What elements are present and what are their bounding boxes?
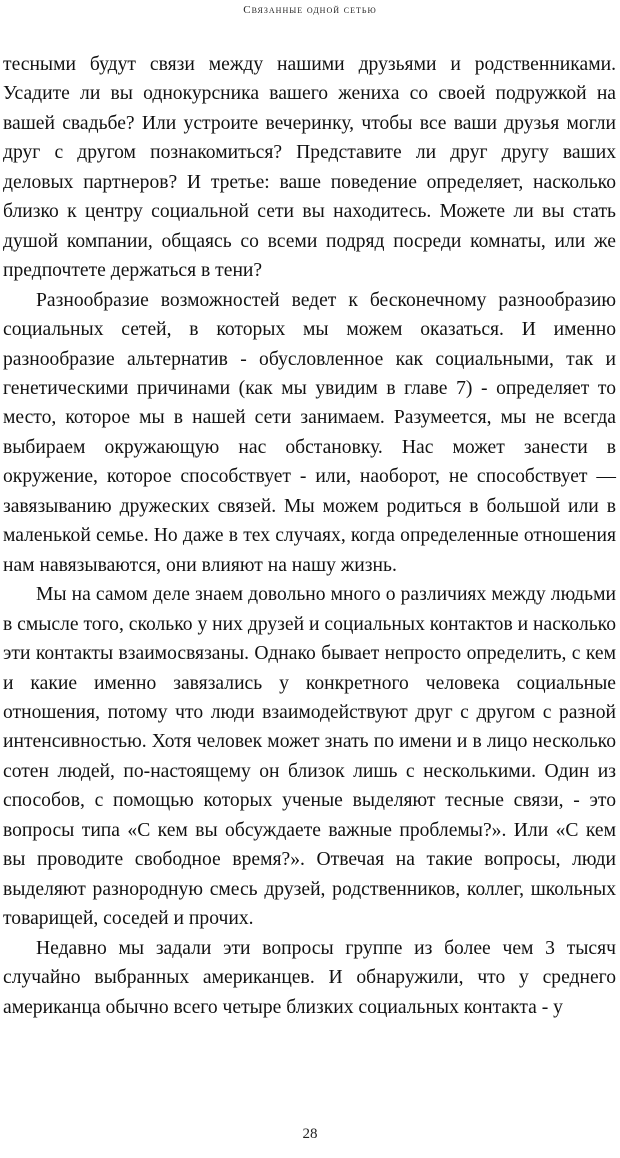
- paragraph: Мы на самом деле знаем довольно много о различиях между людьми в смысле того, сколько у них друзей и социальных контактов и насколько эти контакты взаимосвязаны. Однако бывает непросто определить, с кем и какие именно завязались у конкретного человека социальные отношения, потому что люди взаимодействуют друг с другом с разной интенсивностью. Хотя человек может знать по имени и в лицо несколько сотен людей, по-настоящему он близок лишь с несколькими. Один из способов, с помощью которых ученые выделяют тесные связи, - это вопросы типа «С кем вы обсуждаете важные проблемы?». Или «С кем вы проводите свободное время?». Отвечая на такие вопросы, люди выделяют разнородную смесь друзей, родственников, коллег, школьных товарищей, соседей и прочих.: [3, 584, 616, 930]
- paragraph: Разнообразие возможностей ведет к бесконечному разнообразию социальных сетей, в которых мы можем оказаться. И именно разнообразие альтернатив - обусловленное как социальными, так и генетическими причинами (как мы увидим в главе 7) - определяет то место, которое мы в нашей сети занимаем. Разумеется, мы не всегда выбираем окружающую нас обстановку. Нас может занести в окружение, которое способствует - или, наоборот, не способствует — завязыванию дружеских связей. Мы можем родиться в большой или в маленькой семье. Но даже в тех случаях, когда определенные отношения нам навязываются, они влияют на нашу жизнь.: [3, 289, 616, 576]
- paragraph-continued: тесными будут связи между нашими друзьями и родственниками. Усадите ли вы однокурсника вашего жениха со своей подружкой на вашей свадьбе? Или устроите вечеринку, чтобы все ваши друзья могли друг с другом познакомиться? Представите ли друг другу ваших деловых партнеров? И третье: ваше поведение определяет, насколько близко к центру социальной сети вы находитесь. Можете ли вы стать душой компании, общаясь со всеми подряд посреди комнаты, или же предпочтете держаться в тени?: [3, 54, 616, 282]
- page-number: 28: [302, 1126, 318, 1142]
- paragraph: Недавно мы задали эти вопросы группе из более чем 3 тысяч случайно выбранных американцев. И обнаружили, что у среднего американца обычно всего четыре близких социальных контакта - у: [3, 937, 616, 1018]
- running-header: Связанные одной сетью: [243, 4, 377, 16]
- page-text: [3, 50, 616, 1022]
